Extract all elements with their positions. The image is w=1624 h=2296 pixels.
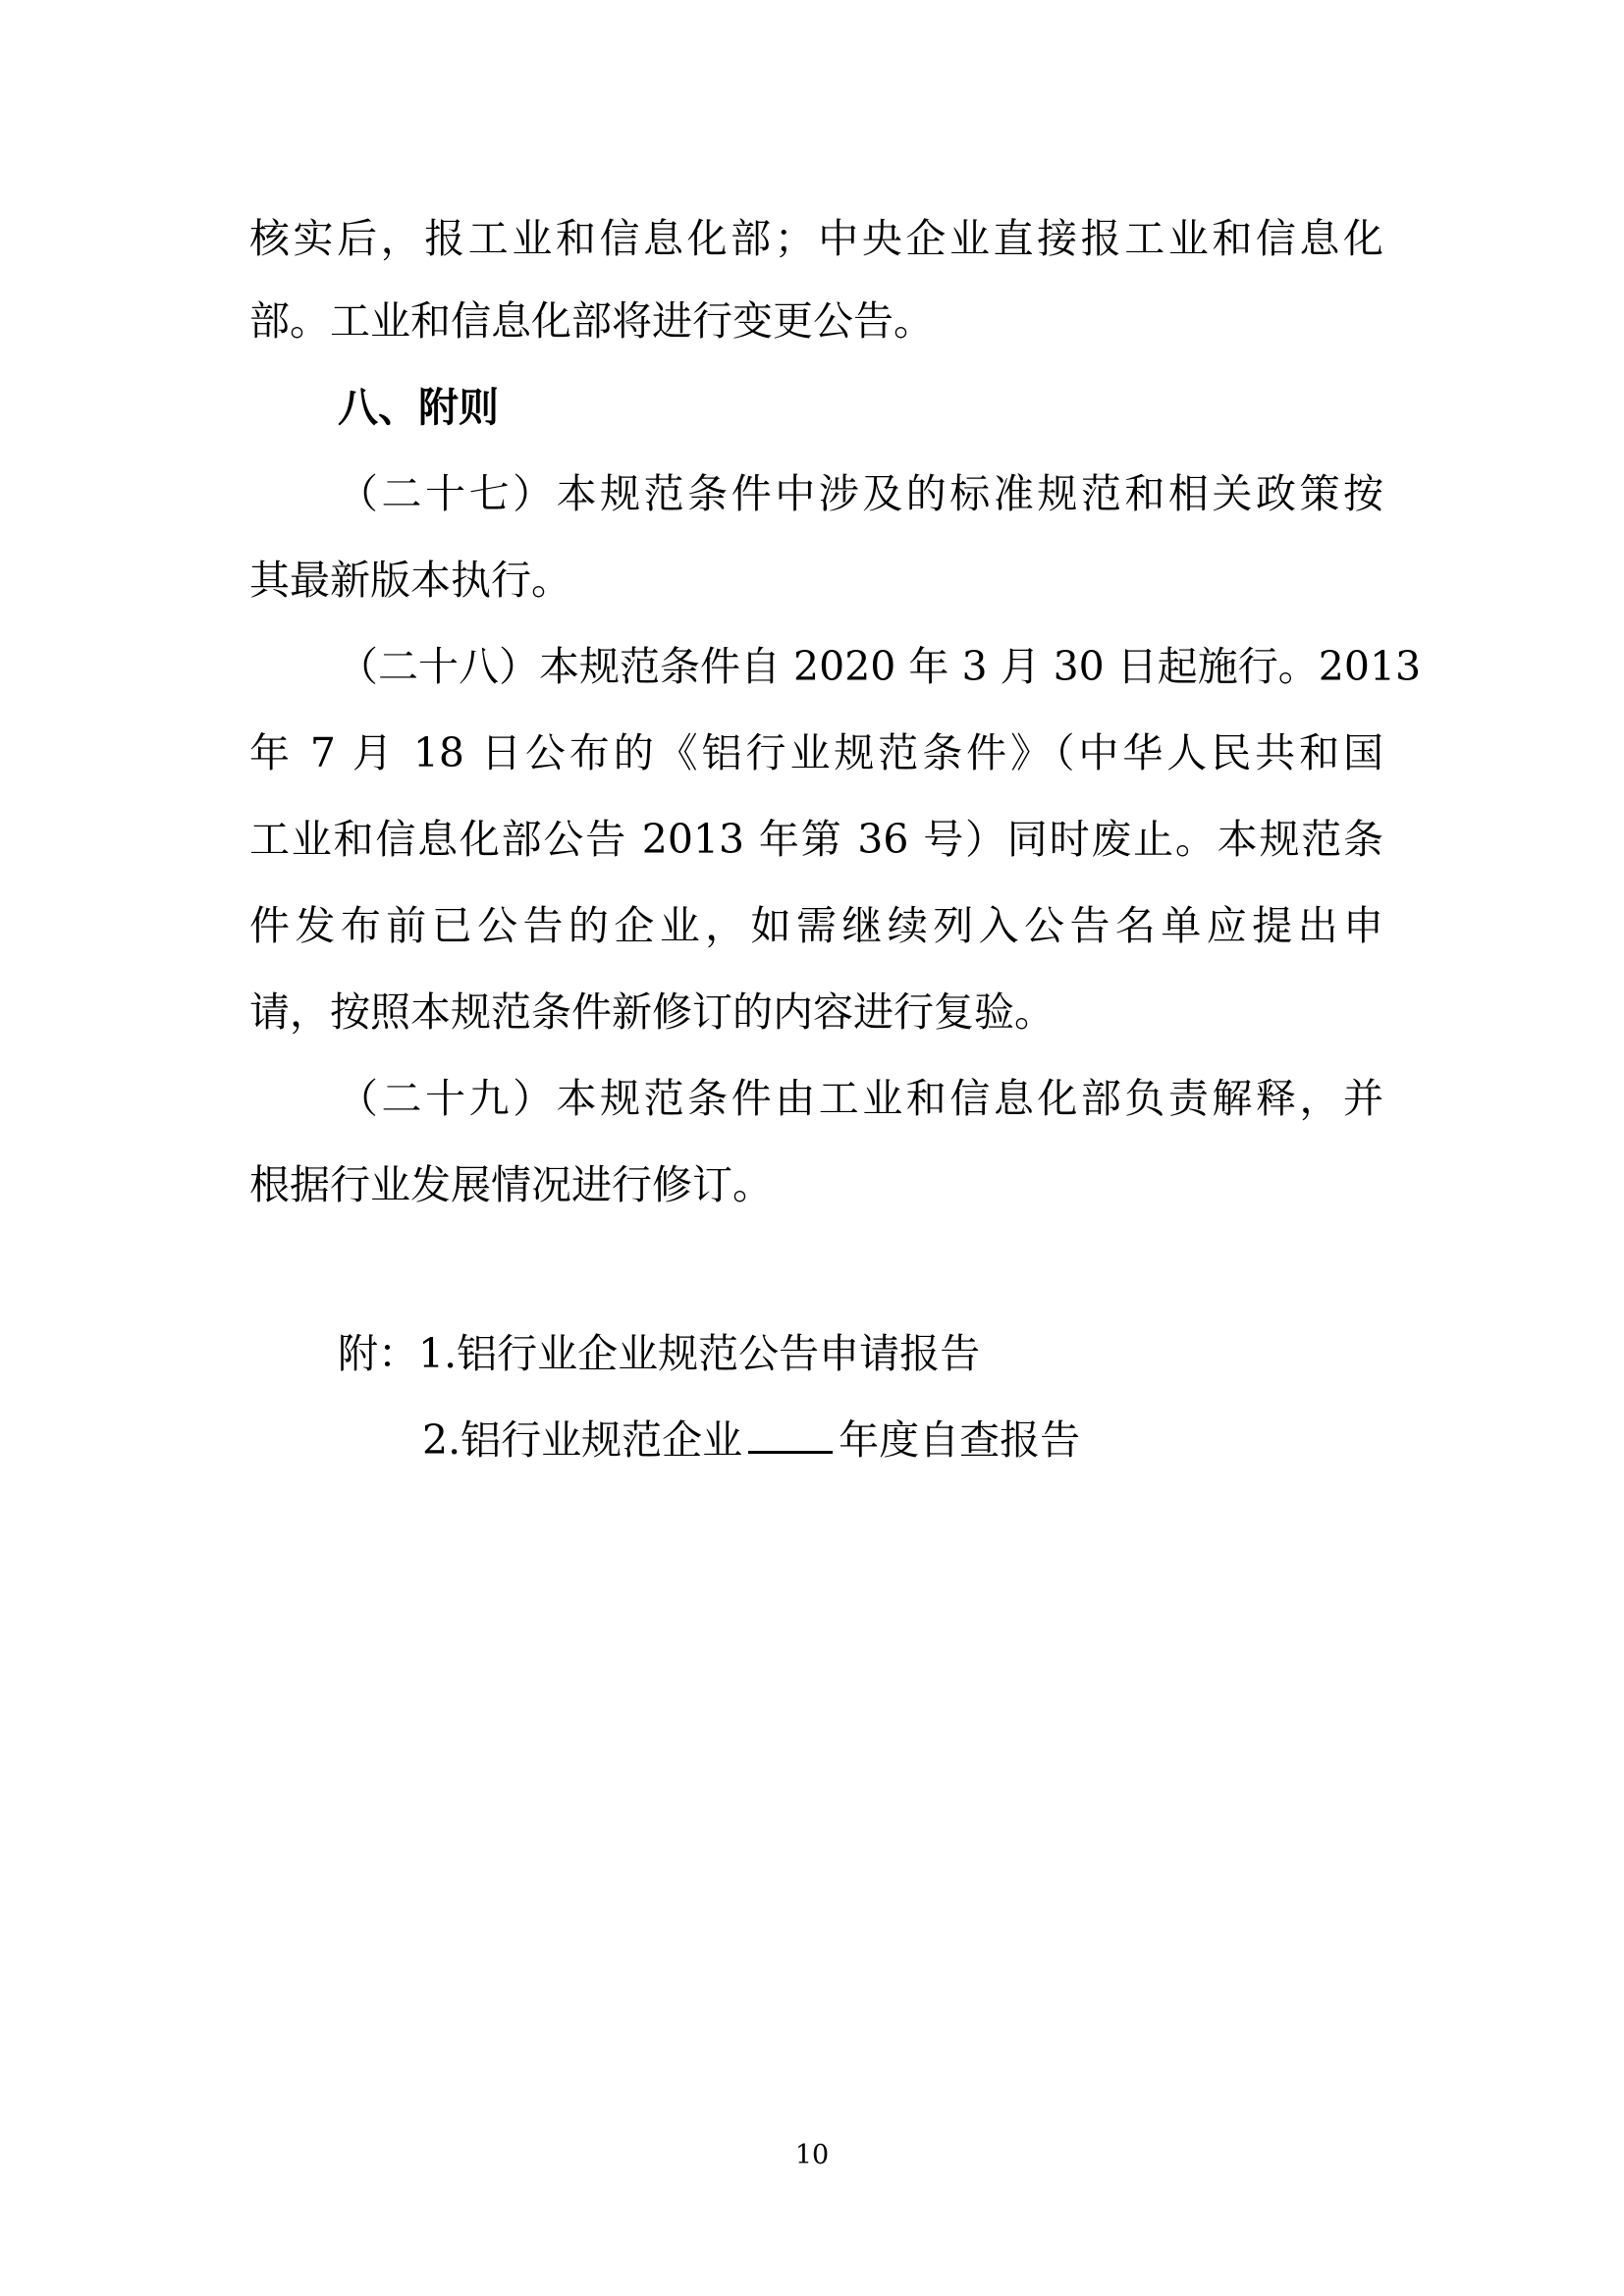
- clause-27-line: 其最新版本执行。: [249, 557, 571, 604]
- attachment-item-2-suffix: 年度自查报告: [839, 1416, 1081, 1464]
- clause-29-line: （二十九）本规范条件由工业和信息化部负责解释，并: [338, 1075, 1383, 1122]
- attachments-label: 附：: [338, 1330, 418, 1377]
- clause-28-line: 件发布前已公告的企业，如需继续列入公告名单应提出申: [249, 902, 1383, 949]
- attachment-item-2-prefix: 2.铝行业规范企业: [422, 1416, 743, 1464]
- attachment-item-1: 1.铝行业企业规范公告申请报告: [418, 1330, 981, 1377]
- clause-28-line: （二十八）本规范条件自 2020 年 3 月 30 日起施行。2013: [338, 643, 1422, 690]
- clause-28-line: 请，按照本规范条件新修订的内容进行复验。: [249, 988, 1055, 1036]
- paragraph-line: 核实后，报工业和信息化部；中央企业直接报工业和信息化: [249, 215, 1383, 262]
- attachments-line-1: [338, 1329, 980, 1378]
- clause-27-line: （二十七）本规范条件中涉及的标准规范和相关政策按: [338, 470, 1383, 517]
- clause-28-line: 年 7 月 18 日公布的《铝行业规范条件》（中华人民共和国: [249, 729, 1383, 776]
- year-blank-underline: [748, 1417, 833, 1454]
- clause-28-line: 工业和信息化部公告 2013 年第 36 号）同时废止。本规范条: [249, 816, 1383, 863]
- paragraph-line: 部。工业和信息化部将进行变更公告。: [249, 297, 934, 345]
- page-number: 10: [794, 2140, 830, 2170]
- section-heading: 八、附则: [338, 384, 499, 431]
- attachments-line-2: [422, 1415, 1080, 1465]
- clause-29-line: 根据行业发展情况进行修订。: [249, 1161, 773, 1208]
